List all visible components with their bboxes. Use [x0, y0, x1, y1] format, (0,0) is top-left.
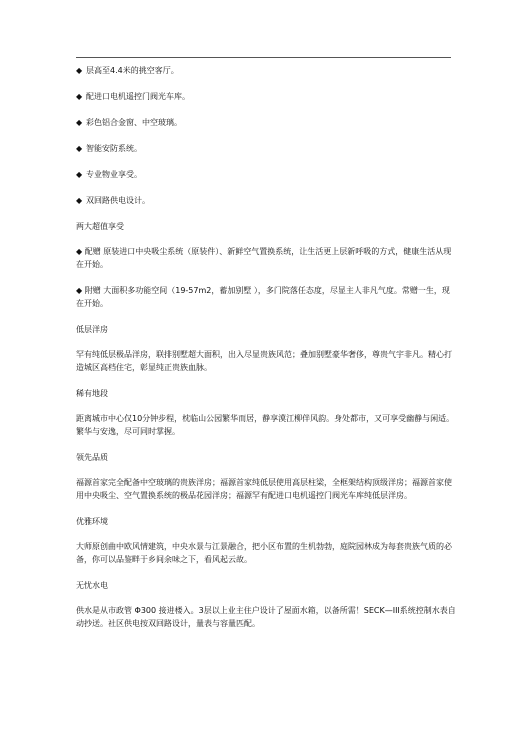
diamond-bullet-icon: ◆	[76, 118, 83, 127]
section-heading: 无忧水电	[76, 581, 108, 590]
section-heading: 低层洋房	[76, 325, 108, 334]
bullet-text: 彩色铝合金窗、中空玻璃。	[86, 118, 182, 127]
bullet-item	[76, 168, 456, 181]
section-heading: 两大超值享受	[76, 222, 124, 231]
section-paragraph: ◆ 附赠 大面积多功能空间（19-57m2，蓄加别墅 ），多门院落任态度，尽显主人非凡气度。常赠一生，现在开始。	[76, 286, 450, 308]
diamond-bullet-icon: ◆	[76, 144, 83, 153]
bullet-text: 配进口电机遥控门阀光车库。	[86, 92, 190, 101]
bullet-item	[76, 116, 456, 129]
section-heading: 稀有地段	[76, 389, 108, 398]
section-paragraph: 大师原创曲中欧风情建筑，中央水景与江景融合，把小区布置的生机勃勃，庭院园林成为每套贵族气质的必备，你可以品鉴畔于乡间余味之下，看风起云故。	[76, 542, 452, 564]
bullet-item	[76, 90, 456, 103]
bullet-item	[76, 194, 456, 207]
bullet-text: 层高至4.4米的挑空客厅。	[86, 66, 179, 75]
section-paragraph: ◆ 配赠 原装进口中央吸尘系统（原装件）、新鲜空气置换系统，让生活更上层新呼吸的方式，健康生活从现在开始。	[76, 247, 452, 269]
diamond-bullet-icon: ◆	[76, 66, 83, 75]
bullet-text: 智能安防系统。	[86, 144, 142, 153]
document-body	[76, 64, 456, 643]
section-paragraph: 距离城市中心仅10分钟步程，枕临山公园繁华而居，静享漠江柳伴风韵。身处都市，又可享受幽静与闲适。繁华与安逸，尽可同时掌握。	[76, 414, 455, 436]
bullet-text: 专业物业享受。	[86, 170, 142, 179]
diamond-bullet-icon: ◆	[76, 92, 83, 101]
section-paragraph: 供水是从市政管 Φ300 接进楼入。3层以上业主住户设计了屋面水箱，以备所需！SECK—III系统控制水表自动抄送。社区供电按双回路设计，量表与容量匹配。	[76, 606, 456, 628]
header-rule	[76, 57, 451, 58]
bullet-item	[76, 64, 456, 77]
diamond-bullet-icon: ◆	[76, 196, 83, 205]
section-paragraph: 罕有纯低层极品洋房，联排别墅超大面积，出入尽显贵族风范；叠加别墅豪华奢侈，尊贵气宇非凡。精心打造城区高档住宅，彰显纯正贵族血脉。	[76, 350, 452, 372]
bullet-item	[76, 142, 456, 155]
section-heading: 优雅环境	[76, 517, 108, 526]
section-paragraph: 福源首家完全配备中空玻璃的贵族洋房；福源首家纯低层使用高层柱梁，全框架结构顶级洋房；福源首家使用中央吸尘、空气置换系统的极品花园洋房；福源罕有配进口电机遥控门阀光车库纯低层洋房。	[76, 478, 452, 500]
diamond-bullet-icon: ◆	[76, 170, 83, 179]
bullet-text: 双回路供电设计。	[86, 196, 150, 205]
section-heading: 领先品质	[76, 453, 108, 462]
